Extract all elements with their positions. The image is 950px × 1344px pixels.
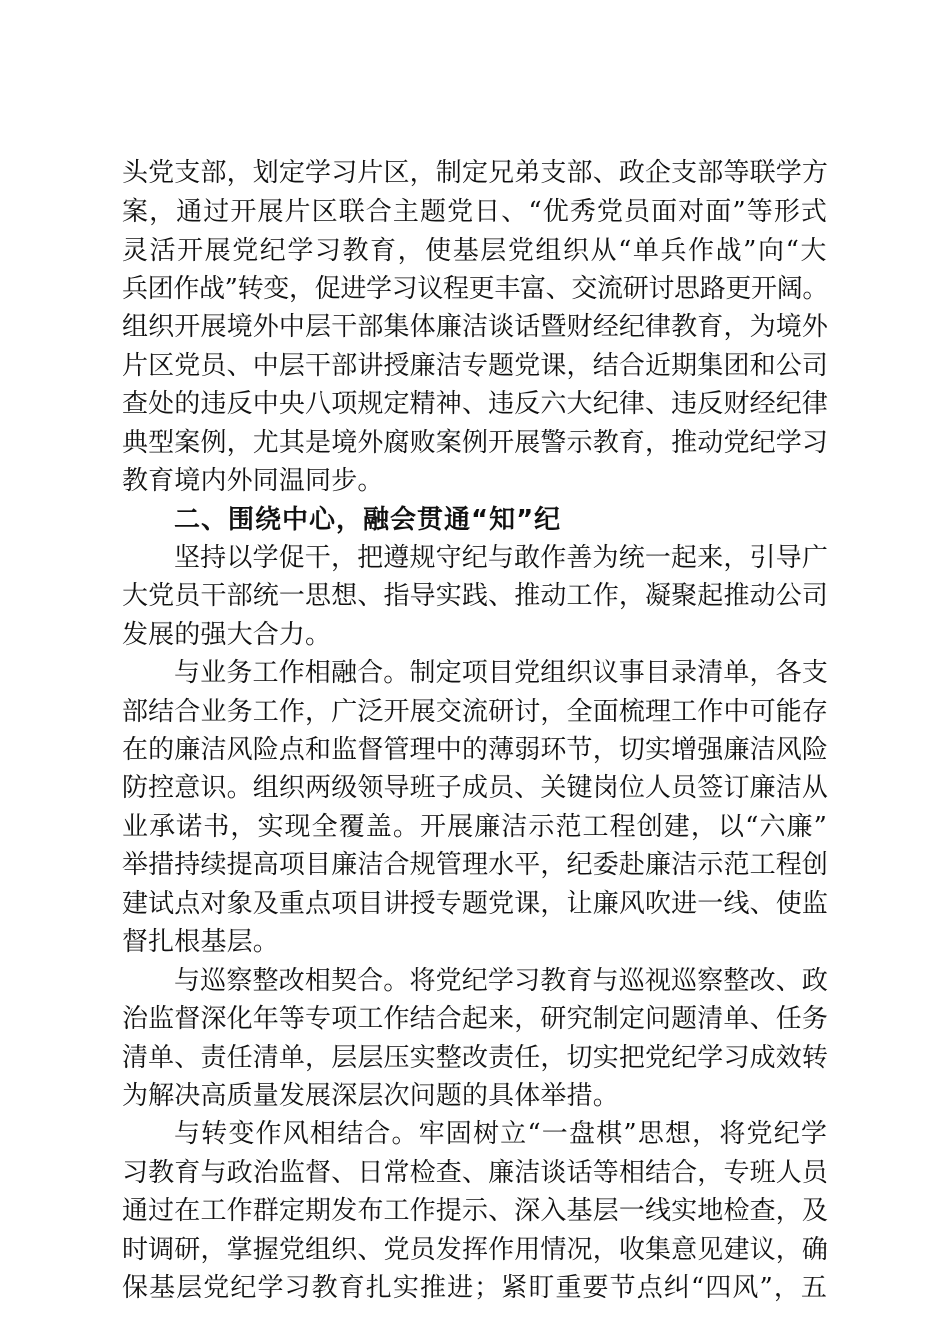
text-line-content: 保基层党纪学习教育扎实推进；紧盯重要节点纠“四风”，五 bbox=[122, 1273, 829, 1303]
text-line-content: 为解决高质量发展深层次问题的具体举措。 bbox=[122, 1081, 619, 1111]
text-line bbox=[0, 1230, 950, 1270]
text-line bbox=[0, 153, 950, 193]
text-line-content: 建试点对象及重点项目讲授专题党课，让廉风吹进一线、使监 bbox=[122, 889, 829, 919]
text-line-content: 部结合业务工作，广泛开展交流研讨，全面梳理工作中可能存 bbox=[122, 697, 829, 727]
text-line-content: 案，通过开展片区联合主题党日、“优秀党员面对面”等形式 bbox=[122, 197, 829, 227]
text-line bbox=[0, 307, 950, 347]
text-line bbox=[0, 1076, 950, 1116]
text-line bbox=[0, 231, 950, 271]
text-line bbox=[0, 384, 950, 424]
text-line bbox=[0, 730, 950, 770]
paragraph-first-line bbox=[0, 538, 950, 578]
text-line-content: 与巡察整改相契合。将党纪学习教育与巡视巡察整改、政 bbox=[174, 966, 829, 996]
text-line bbox=[0, 1038, 950, 1078]
text-line bbox=[0, 1268, 950, 1308]
paragraph-first-line bbox=[0, 653, 950, 693]
text-line-content: 头党支部，划定学习片区，制定兄弟支部、政企支部等联学方 bbox=[122, 158, 829, 188]
text-line bbox=[0, 615, 950, 655]
text-line bbox=[0, 845, 950, 885]
text-line bbox=[0, 1153, 950, 1193]
text-line-content: 兵团作战”转变，促进学习议程更丰富、交流研讨思路更开阔。 bbox=[122, 274, 829, 304]
text-line bbox=[0, 768, 950, 808]
text-line-content: 防控意识。组织两级领导班子成员、关键岗位人员签订廉洁从 bbox=[122, 773, 829, 803]
text-line bbox=[0, 346, 950, 386]
text-line bbox=[0, 807, 950, 847]
text-line-content: 在的廉洁风险点和监督管理中的薄弱环节，切实增强廉洁风险 bbox=[122, 735, 829, 765]
text-line bbox=[0, 922, 950, 962]
text-line-content: 督扎根基层。 bbox=[122, 927, 279, 957]
text-line-content: 与转变作风相结合。牢固树立“一盘棋”思想，将党纪学 bbox=[174, 1119, 829, 1149]
text-line bbox=[0, 692, 950, 732]
text-line bbox=[0, 1191, 950, 1231]
section-heading-text: 二、围绕中心，融会贯通“知”纪 bbox=[174, 505, 562, 535]
text-line-content: 清单、责任清单，层层压实整改责任，切实把党纪学习成效转 bbox=[122, 1043, 829, 1073]
text-line bbox=[0, 576, 950, 616]
text-line-content: 坚持以学促干，把遵规守纪与敢作善为统一起来，引导广 bbox=[174, 543, 829, 573]
text-line-content: 业承诺书，实现全覆盖。开展廉洁示范工程创建，以“六廉” bbox=[122, 812, 829, 842]
text-line-content: 查处的违反中央八项规定精神、违反六大纪律、违反财经纪律 bbox=[122, 389, 829, 419]
text-line-content: 时调研，掌握党组织、党员发挥作用情况，收集意见建议，确 bbox=[122, 1235, 829, 1265]
text-line-content: 发展的强大合力。 bbox=[122, 620, 332, 650]
text-line-content: 组织开展境外中层干部集体廉洁谈话暨财经纪律教育，为境外 bbox=[122, 312, 829, 342]
paragraph-first-line bbox=[0, 1114, 950, 1154]
text-line-content: 习教育与政治监督、日常检查、廉洁谈话等相结合，专班人员 bbox=[122, 1158, 829, 1188]
section-heading bbox=[0, 500, 950, 540]
text-line bbox=[0, 192, 950, 232]
text-line-content: 举措持续提高项目廉洁合规管理水平，纪委赴廉洁示范工程创 bbox=[122, 850, 829, 880]
text-line bbox=[0, 461, 950, 501]
text-line-content: 治监督深化年等专项工作结合起来，研究制定问题清单、任务 bbox=[122, 1004, 829, 1034]
text-line bbox=[0, 269, 950, 309]
text-line-content: 与业务工作相融合。制定项目党组织议事目录清单，各支 bbox=[174, 658, 829, 688]
text-line-content: 大党员干部统一思想、指导实践、推动工作，凝聚起推动公司 bbox=[122, 581, 829, 611]
paragraph-first-line bbox=[0, 961, 950, 1001]
text-line-content: 片区党员、中层干部讲授廉洁专题党课，结合近期集团和公司 bbox=[122, 351, 829, 381]
text-line bbox=[0, 423, 950, 463]
text-line-content: 典型案例，尤其是境外腐败案例开展警示教育，推动党纪学习 bbox=[122, 428, 829, 458]
text-line bbox=[0, 999, 950, 1039]
text-line-content: 灵活开展党纪学习教育，使基层党组织从“单兵作战”向“大 bbox=[122, 236, 828, 266]
text-line bbox=[0, 884, 950, 924]
text-line-content: 通过在工作群定期发布工作提示、深入基层一线实地检查，及 bbox=[122, 1196, 829, 1226]
text-line-content: 教育境内外同温同步。 bbox=[122, 466, 384, 496]
